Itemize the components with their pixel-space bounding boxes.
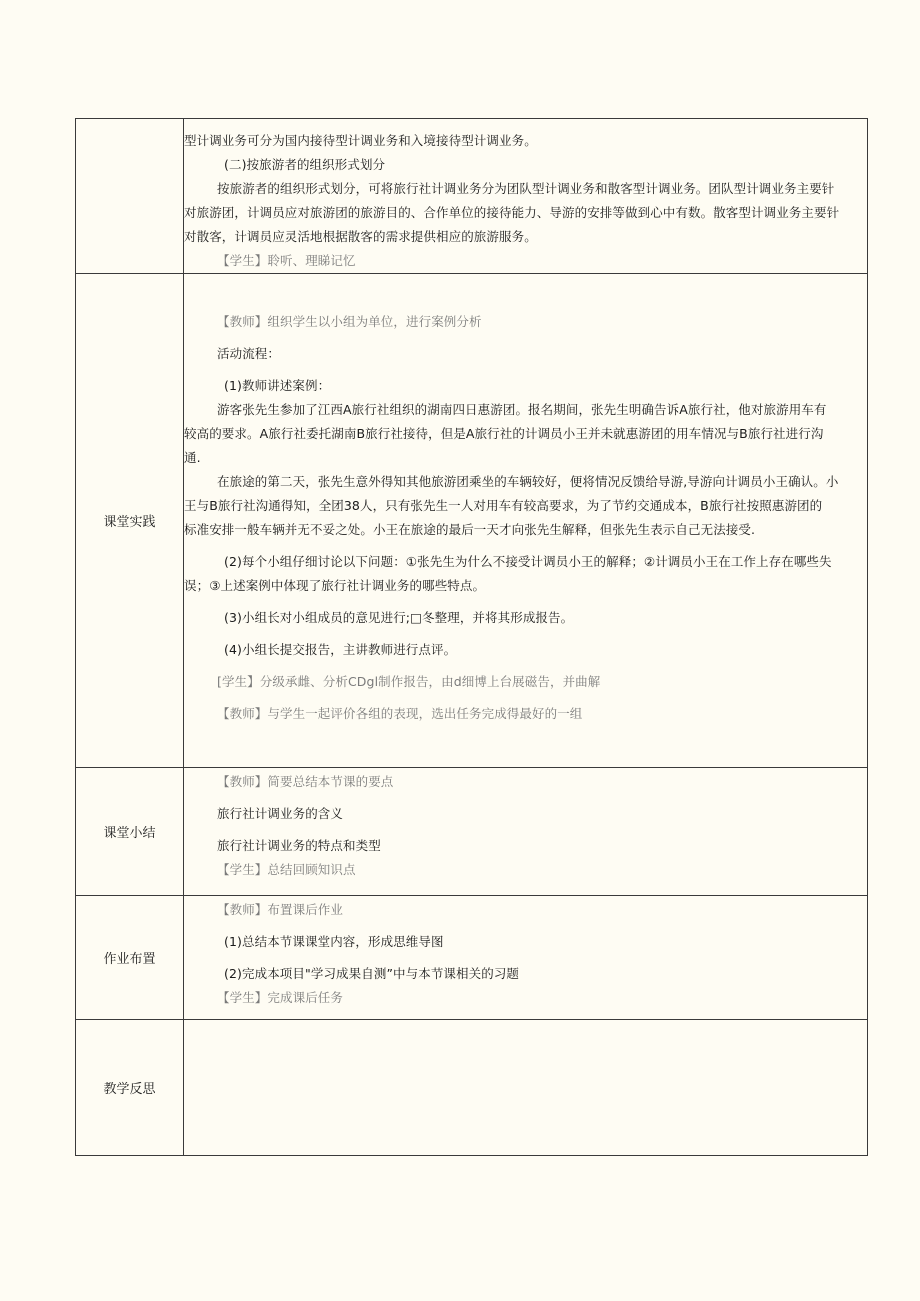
- student-note: 【学生】聆听、理睇记忆: [217, 253, 356, 268]
- teacher-note: 【教师】简要总结本节课的要点: [217, 774, 394, 789]
- row-label-practice: 课堂实践: [76, 274, 184, 768]
- content-line: 对散客，计调员应灵活地根据散客的需求提供相应的旅游服务。: [184, 229, 537, 244]
- content-line: (1)教师讲述案例：: [224, 378, 331, 393]
- content-line: 对旅游团，计调员应对旅游团的旅游目的、合作单位的接待能力、导游的安排等做到心中有数。散客型计调业务主要针: [184, 205, 840, 220]
- row-content: [184, 768, 868, 896]
- row-content: [184, 274, 868, 768]
- table-row: [76, 896, 868, 1020]
- teacher-note: 【教师】与学生一起评价各组的表现，选出任务完成得最好的一组: [217, 706, 583, 721]
- row-label-reflection: 教学反思: [76, 1020, 184, 1156]
- content-line: 活动流程：: [217, 346, 281, 361]
- row-content: [184, 119, 868, 274]
- student-note: 【学生】完成课后任务: [217, 990, 344, 1005]
- teacher-note: 【教师】组织学生以小组为单位，进行案例分析: [217, 314, 482, 329]
- content-line: (1)总结本节课课堂内容，形成思维导图: [224, 934, 444, 949]
- student-note: 【学生】总结回顾知识点: [217, 862, 356, 877]
- content-line: 在旅途的第二天，张先生意外得知其他旅游团乘坐的车辆较好，便将情况反馈给导游,导游向计调员小王确认。小: [217, 474, 839, 489]
- content-line: 较高的要求。A旅行社委托湖南B旅行社接待，但是A旅行社的计调员小王并未就惠游团的用车情况与B旅行社进行沟: [184, 426, 824, 441]
- table-row: [76, 1020, 868, 1156]
- table-row: [76, 119, 868, 274]
- content-line: 王与B旅行社沟通得知，全团38人，只有张先生一人对用车有较高要求，为了节约交通成本，B旅行社按照惠游团的: [184, 498, 823, 513]
- content-line: 通.: [184, 450, 201, 465]
- content-line: 型计调业务可分为国内接待型计调业务和入境接待型计调业务。: [184, 133, 537, 148]
- content-line: 误；③上述案例中体现了旅行社计调业务的哪些特点。: [184, 578, 486, 593]
- content-line: (4)小组长提交报告，主讲教师进行点评。: [224, 642, 457, 657]
- content-line: 标准安排一般车辆并无不妥之处。小王在旅途的最后一天才向张先生解释，但张先生表示自己无法接受.: [184, 522, 756, 537]
- lesson-plan-table: [75, 118, 868, 1156]
- content-line: (3)小组长对小组成员的意见进行;□冬整理，并将其形成报告。: [224, 610, 574, 625]
- teacher-note: 【教师】布置课后作业: [217, 902, 344, 917]
- row-label-summary: 课堂小结: [76, 768, 184, 896]
- content-line: (2)每个小组仔细讨论以下问题：①张先生为什么不接受计调员小王的解释；②计调员小王在工作上存在哪些失: [224, 554, 832, 569]
- row-content: [184, 896, 868, 1020]
- content-line: 旅行社计调业务的特点和类型: [217, 838, 381, 853]
- student-note: [学生】分级承雌、分析CDgl制作报告，由d细博上台展磁告，并曲解: [217, 674, 601, 689]
- table-row: [76, 768, 868, 896]
- row-label-homework: 作业布置: [76, 896, 184, 1020]
- row-content-empty: [184, 1020, 868, 1156]
- content-line: 游客张先生参加了江西A旅行社组织的湖南四日惠游团。报名期间，张先生明确告诉A旅行社，他对旅游用车有: [217, 402, 827, 417]
- content-line: 按旅游者的组织形式划分，可将旅行社计调业务分为团队型计调业务和散客型计调业务。团队型计调业务主要针: [217, 181, 835, 196]
- content-line: (二)按旅游者的组织形式划分: [224, 157, 386, 172]
- table-row: [76, 274, 868, 768]
- content-line: (2)完成本项目"学习成果自测”中与本节课相关的习题: [224, 966, 520, 981]
- content-line: 旅行社计调业务的含义: [217, 806, 344, 821]
- row-label-empty: [76, 119, 184, 274]
